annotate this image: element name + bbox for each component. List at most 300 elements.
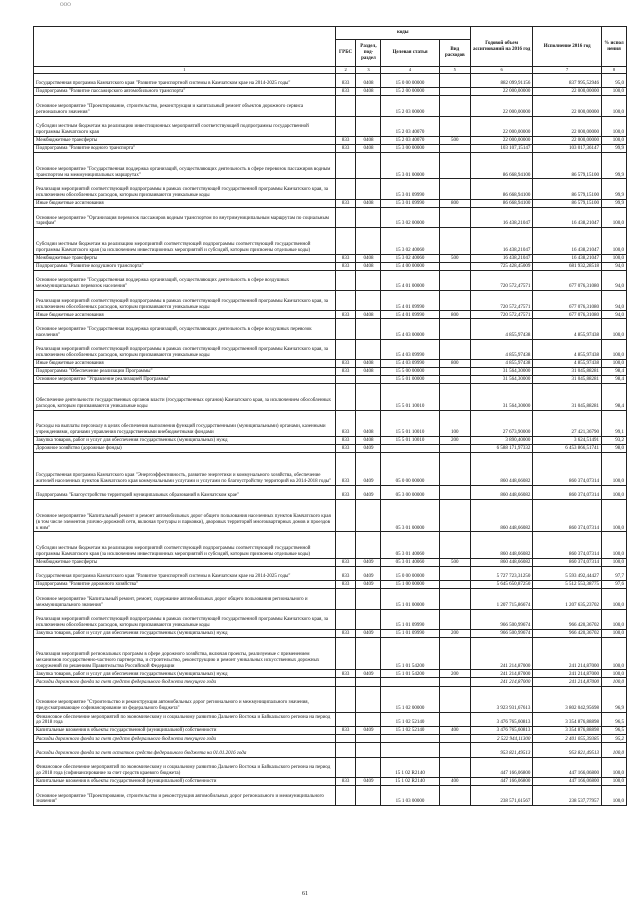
col-number: 6 [470,67,532,74]
vid-cell: 100 [439,410,470,436]
vid-cell: 200 [439,670,470,678]
grbs-cell [335,339,356,359]
table-row [34,116,627,136]
razdel-cell: 0408 [356,88,381,96]
vid-cell [439,589,470,609]
vid-cell: 400 [439,727,470,735]
vid-cell [439,637,470,670]
exec-cell: 5 512 553,38775 [533,581,602,589]
exec-cell: 677 076,31080 [533,270,602,290]
razdel-cell [356,376,381,384]
target-cell: 15 4 03 09990 [381,360,439,368]
vid-cell [439,153,470,179]
target-cell: 15 4 01 09990 [381,291,439,311]
plan-cell: 3 890,40000 [470,437,532,445]
pct-cell: 100,0 [601,207,626,227]
vid-cell [439,453,470,486]
row-name-cell: Подпрограмма "Обеспечение реализации Программы" [34,368,336,376]
row-name-cell: Капитальные вложения в объекты государственной (муниципальной) собственности [34,777,336,785]
vid-cell: 400 [439,777,470,785]
razdel-cell: 0409 [356,558,381,566]
target-cell: 15 3 01 00000 [381,153,439,179]
target-cell: 15 3 01 09990 [381,179,439,199]
table-row [34,437,627,445]
target-cell: 15 1 02 52140 [381,712,439,726]
plan-cell: 860 448,66082 [470,558,532,566]
plan-cell: 238 571,61567 [470,785,532,805]
target-cell: 15 3 02 00000 [381,207,439,227]
plan-cell: 241 214,87000 [470,670,532,678]
razdel-cell [356,757,381,777]
exec-cell: 16 438,21047 [533,228,602,254]
target-cell: 05 3 00 00000 [381,485,439,499]
razdel-cell: 0408 [356,410,381,436]
razdel-cell [356,116,381,136]
exec-cell: 860 374,07314 [533,499,602,532]
target-cell [381,445,439,453]
vid-cell [439,499,470,532]
row-name-cell: Расходы дорожного фонда за счет остатков средств федерального бюджета на 01.01.2016 года [34,743,336,757]
grbs-cell [335,609,356,629]
exec-cell: 5 593 492,44427 [533,566,602,580]
row-name-cell: Межбюджетные трансферты [34,136,336,144]
pct-cell: 95,0 [601,74,626,88]
target-cell: 15 5 01 10010 [381,410,439,436]
table-row [34,637,627,670]
plan-cell: 31 564,30000 [470,376,532,384]
page-number: 61 [302,891,308,897]
table-row [34,199,627,207]
table-row [34,384,627,410]
razdel-cell: 0408 [356,360,381,368]
pct-cell: 100,0 [601,453,626,486]
plan-cell: 2 522 944,11300 [470,735,532,743]
plan-cell: 720 572,47571 [470,311,532,319]
table-row [34,376,627,384]
col-number: 7 [533,67,602,74]
target-cell: 15 2 00 00000 [381,88,439,96]
grbs-cell: 833 [335,558,356,566]
grbs-cell: 833 [335,566,356,580]
grbs-cell: 833 [335,136,356,144]
vid-cell [439,116,470,136]
razdel-cell [356,270,381,290]
plan-cell: 447 166,06800 [470,757,532,777]
table-row [34,735,627,743]
row-name-cell: Основное мероприятие "Строительство и реконструкция автомобильных дорог регионального и межмуниципального значения, предусматривающее софинансирование из федерального бюджета" [34,686,336,712]
vid-cell [439,609,470,629]
plan-cell: 22 000,00000 [470,96,532,116]
target-cell: 15 4 00 00000 [381,262,439,270]
row-name-cell: Субсидии местным бюджетам на реализацию инвестиционных мероприятий соответствующей подпрограммы государственной программы Камчатского края [34,116,336,136]
target-cell: 15 1 02 R2140 [381,757,439,777]
exec-cell: 31 045,88281 [533,376,602,384]
razdel-cell: 0409 [356,445,381,453]
pct-cell: 100,0 [601,254,626,262]
pct-cell: 94,0 [601,270,626,290]
table-row [34,339,627,359]
exec-cell: 86 579,15100 [533,199,602,207]
vid-cell: 200 [439,437,470,445]
grbs-cell [335,376,356,384]
pct-cell: 100,0 [601,629,626,637]
vid-cell: 500 [439,254,470,262]
pct-cell: 100,0 [601,609,626,629]
razdel-cell [356,743,381,757]
exec-cell: 966 420,36702 [533,609,602,629]
exec-cell: 103 017,36147 [533,144,602,152]
exec-cell: 3 624,51491 [533,437,602,445]
grbs-cell: 833 [335,254,356,262]
vid-cell [439,88,470,96]
row-name-cell: Основное мероприятие "Капитальный ремонт и ремонт автомобильных дорог общего пользования населенных пунктов Камчатского края (в том числе элементов улично-дорожной сети, включая тротуары и парковки), дворовых территорий многоквартирных домов и проездов к ним" [34,499,336,532]
plan-cell: 16 438,21047 [470,228,532,254]
grbs-cell: 833 [335,144,356,152]
row-name-cell: Иные бюджетные ассигнования [34,360,336,368]
col-number: 3 [356,67,381,74]
exec-cell: 677 076,31080 [533,311,602,319]
grbs-cell [335,686,356,712]
vid-cell [439,368,470,376]
exec-cell: 31 045,88281 [533,368,602,376]
exec-cell: 860 374,07314 [533,453,602,486]
razdel-cell: 0408 [356,311,381,319]
razdel-cell: 0408 [356,437,381,445]
target-cell [381,743,439,757]
grbs-cell [335,589,356,609]
razdel-cell [356,319,381,339]
exec-cell: 3 354 876,88898 [533,712,602,726]
pct-cell: 100,0 [601,136,626,144]
vid-cell [439,179,470,199]
target-cell: 15 1 02 52140 [381,727,439,735]
vid-cell [439,581,470,589]
exec-cell: 4 855,97438 [533,339,602,359]
pct-cell: 96,5 [601,727,626,735]
vid-cell [439,678,470,686]
table-row [34,291,627,311]
grbs-cell [335,153,356,179]
pct-cell: 100,0 [601,339,626,359]
plan-cell: 1 207 715,86674 [470,589,532,609]
pct-cell: 100,0 [601,116,626,136]
pct-cell: 98,0 [601,445,626,453]
table-row [34,629,627,637]
row-name-cell: Межбюджетные трансферты [34,558,336,566]
vid-cell [439,712,470,726]
vid-cell [439,566,470,580]
grbs-cell: 833 [335,311,356,319]
vid-cell [439,384,470,410]
grbs-cell: 833 [335,445,356,453]
plan-cell: 31 564,30000 [470,368,532,376]
grbs-cell: 833 [335,368,356,376]
plan-cell: 966 500,99674 [470,629,532,637]
pct-cell: 100,0 [601,360,626,368]
row-name-cell: Подпрограмма "Развитие воздушного транспорта" [34,262,336,270]
target-cell: 15 1 02 R2140 [381,777,439,785]
exec-cell: 27 421,36790 [533,410,602,436]
vid-cell [439,785,470,805]
pct-cell: 100,0 [601,743,626,757]
razdel-cell [356,589,381,609]
target-cell: 15 2 03 40070 [381,136,439,144]
row-name-cell: Закупка товаров, работ и услуг для обеспечения государственных (муниципальных) нужд [34,629,336,637]
vid-cell [439,74,470,88]
pct-cell: 100,0 [601,785,626,805]
plan-cell: 16 438,21047 [470,254,532,262]
plan-cell: 3 923 931,67613 [470,686,532,712]
target-cell: 15 1 01 54200 [381,637,439,670]
vid-cell [439,228,470,254]
grbs-cell [335,735,356,743]
header-codes: коды [335,27,470,40]
plan-cell: 966 500,99674 [470,609,532,629]
grbs-cell: 833 [335,581,356,589]
pct-cell: 98,4 [601,384,626,410]
table-row [34,270,627,290]
target-cell: 05 3 01 40060 [381,532,439,558]
plan-cell: 3 476 765,60813 [470,712,532,726]
vid-cell [439,532,470,558]
grbs-cell [335,678,356,686]
row-name-cell: Реализация мероприятий соответствующей подпрограммы в рамках соответствующей государственной программы Камчатского края, за исключением обособленных расходов, которым присваиваются уникальные коды [34,609,336,629]
grbs-cell: 833 [335,727,356,735]
pct-cell: 100,0 [601,88,626,96]
plan-cell: 31 564,30000 [470,384,532,410]
header-name-cell [34,27,336,67]
row-name-cell: Подпрограмма "Благоустройство территорий муниципальных образований в Камчатском крае" [34,485,336,499]
grbs-cell: 833 [335,199,356,207]
row-name-cell: Субсидии местным бюджетам на реализацию мероприятий соответствующей подпрограммы соответствующей государственной программы Камчатского края (за исключением инвестиционных мероприятий и субсидий, которым присвоены отдельные коды) [34,532,336,558]
razdel-cell: 0409 [356,777,381,785]
row-name-cell: Государственная программа Камчатского края "Энергоэффективность, развитие энергетики и коммунального хозяйства, обеспечение жителей населенных пунктов Камчатского края коммунальными услугами и услугами по благоустройству территорий на 2014-2018 годы" [34,453,336,486]
grbs-cell: 833 [335,360,356,368]
target-cell: 05 3 01 00000 [381,499,439,532]
grbs-cell: 833 [335,262,356,270]
row-name-cell: Обеспечение деятельности государственных органов власти (государственных органов) Камчатского края, за исключением обособленных расходов, которым присваиваются уникальные коды [34,384,336,410]
grbs-cell [335,743,356,757]
razdel-cell: 0408 [356,144,381,152]
plan-cell: 882 099,91156 [470,74,532,88]
table-row [34,499,627,532]
target-cell: 15 5 01 10010 [381,384,439,410]
plan-cell: 860 448,66082 [470,499,532,532]
target-cell: 15 5 01 00000 [381,376,439,384]
exec-cell: 16 438,21047 [533,254,602,262]
grbs-cell: 833 [335,629,356,637]
row-name-cell: Субсидии местным бюджетам на реализацию мероприятий соответствующей подпрограммы соответствующей государственной программы Камчатского края (за исключением инвестиционных мероприятий и субсидий, которым присвоены отдельные коды) [34,228,336,254]
scan-mark: ООО [60,3,71,8]
exec-cell: 3 354 876,88898 [533,727,602,735]
target-cell: 15 0 00 00000 [381,566,439,580]
exec-cell: 16 438,21047 [533,207,602,227]
table-row [34,686,627,712]
target-cell: 15 1 01 54200 [381,670,439,678]
vid-cell [439,757,470,777]
grbs-cell [335,319,356,339]
table-row [34,589,627,609]
razdel-cell [356,532,381,558]
razdel-cell [356,207,381,227]
exec-cell: 447 166,06800 [533,757,602,777]
table-row [34,360,627,368]
pct-cell: 99,1 [601,410,626,436]
razdel-cell [356,686,381,712]
table-row [34,609,627,629]
row-name-cell: Закупка товаров, работ и услуг для обеспечения государственных (муниципальных) нужд [34,437,336,445]
table-row [34,136,627,144]
exec-cell: 22 000,00000 [533,116,602,136]
table-row [34,566,627,580]
vid-cell [439,144,470,152]
razdel-cell [356,785,381,805]
plan-cell: 86 668,94100 [470,179,532,199]
target-cell: 15 1 00 00000 [381,581,439,589]
vid-cell [439,270,470,290]
vid-cell: 500 [439,558,470,566]
razdel-cell: 0408 [356,136,381,144]
pct-cell: 95,2 [601,735,626,743]
razdel-cell [356,678,381,686]
razdel-cell [356,179,381,199]
table-row [34,532,627,558]
exec-cell: 3 802 042,95698 [533,686,602,712]
target-cell: 05 3 01 40060 [381,558,439,566]
header-grbs: ГРБС [335,40,356,67]
razdel-cell: 0409 [356,566,381,580]
plan-cell: 725 428,45009 [470,262,532,270]
pct-cell: 100,0 [601,678,626,686]
grbs-cell [335,291,356,311]
pct-cell: 97,7 [601,566,626,580]
row-name-cell: Государственная программа Камчатского края "Развитие транспортной системы в Камчатском крае на 2014-2025 годы" [34,566,336,580]
target-cell: 15 5 00 00000 [381,368,439,376]
pct-cell: 100,0 [601,499,626,532]
grbs-cell [335,712,356,726]
plan-cell: 22 000,00000 [470,88,532,96]
table-body [34,74,627,806]
table-row [34,311,627,319]
pct-cell: 94,0 [601,311,626,319]
vid-cell [439,291,470,311]
razdel-cell [356,499,381,532]
grbs-cell: 833 [335,670,356,678]
exec-cell: 241 214,87000 [533,637,602,670]
row-name-cell: Основное мероприятие "Государственная поддержка организаций, осуществляющих деятельность в сфере перевозок пассажиров водным транспортом на межмуниципальных маршрутах" [34,153,336,179]
exec-cell: 6 453 866,51741 [533,445,602,453]
pct-cell: 98,4 [601,376,626,384]
row-name-cell: Основное мероприятие "Государственная поддержка организаций, осуществляющих деятельность в сфере воздушных перевозок населения" [34,319,336,339]
table-row [34,228,627,254]
exec-cell: 4 855,97438 [533,360,602,368]
exec-cell: 22 000,00000 [533,88,602,96]
exec-cell: 860 374,07314 [533,532,602,558]
table-row [34,410,627,436]
razdel-cell: 0409 [356,581,381,589]
table-row [34,368,627,376]
exec-cell: 447 166,06800 [533,777,602,785]
exec-cell: 241 214,87000 [533,678,602,686]
vid-cell [439,445,470,453]
exec-cell: 681 932,28518 [533,262,602,270]
table-row [34,670,627,678]
pct-cell: 99,9 [601,179,626,199]
razdel-cell [356,384,381,410]
target-cell: 15 3 02 40060 [381,254,439,262]
target-cell: 15 0 00 00000 [381,74,439,88]
razdel-cell: 0408 [356,74,381,88]
pct-cell: 100,0 [601,757,626,777]
row-name-cell: Межбюджетные трансферты [34,254,336,262]
target-cell: 15 4 03 09990 [381,339,439,359]
target-cell: 15 4 01 09990 [381,311,439,319]
pct-cell: 100,0 [601,589,626,609]
razdel-cell [356,228,381,254]
plan-cell: 720 572,47571 [470,291,532,311]
grbs-cell: 833 [335,437,356,445]
razdel-cell: 0408 [356,368,381,376]
razdel-cell [356,609,381,629]
grbs-cell [335,270,356,290]
row-name-cell: Основное мероприятие "Организация перевозок пассажиров водным транспортом по внутримуниципальным маршрутам по социальным тарифам" [34,207,336,227]
plan-cell: 86 668,94100 [470,153,532,179]
grbs-cell [335,757,356,777]
razdel-cell: 0409 [356,727,381,735]
pct-cell: 100,0 [601,777,626,785]
pct-cell: 99,9 [601,153,626,179]
razdel-cell [356,96,381,116]
vid-cell: 500 [439,136,470,144]
pct-cell: 100,0 [601,637,626,670]
grbs-cell: 833 [335,88,356,96]
vid-cell: 200 [439,629,470,637]
pct-cell: 100,0 [601,319,626,339]
plan-cell: 860 448,66082 [470,485,532,499]
vid-cell [439,376,470,384]
header-number-row [34,67,627,74]
razdel-cell: 0409 [356,629,381,637]
grbs-cell [335,116,356,136]
target-cell: 15 4 03 00000 [381,319,439,339]
plan-cell: 22 000,00000 [470,116,532,136]
razdel-cell: 0409 [356,485,381,499]
vid-cell [439,485,470,499]
target-cell [381,735,439,743]
table-row [34,254,627,262]
plan-cell: 860 448,66082 [470,453,532,486]
row-name-cell: Основное мероприятие "Управление реализацией Программы" [34,376,336,384]
pct-cell: 96,5 [601,712,626,726]
razdel-cell [356,291,381,311]
row-name-cell: Капитальные вложения в объекты государственной (муниципальной) собственности [34,727,336,735]
grbs-cell [335,637,356,670]
exec-cell: 238 537,77957 [533,785,602,805]
row-name-cell: Дорожное хозяйство (дорожные фонды) [34,445,336,453]
pct-cell: 99,9 [601,199,626,207]
razdel-cell [356,339,381,359]
grbs-cell [335,785,356,805]
exec-cell: 677 076,31080 [533,291,602,311]
vid-cell [439,735,470,743]
grbs-cell [335,96,356,116]
pct-cell: 99,9 [601,144,626,152]
header-vid: Вид расходов [439,40,470,67]
pct-cell: 100,0 [601,228,626,254]
target-cell: 15 2 03 00000 [381,96,439,116]
pct-cell: 100,0 [601,96,626,116]
vid-cell: 800 [439,360,470,368]
